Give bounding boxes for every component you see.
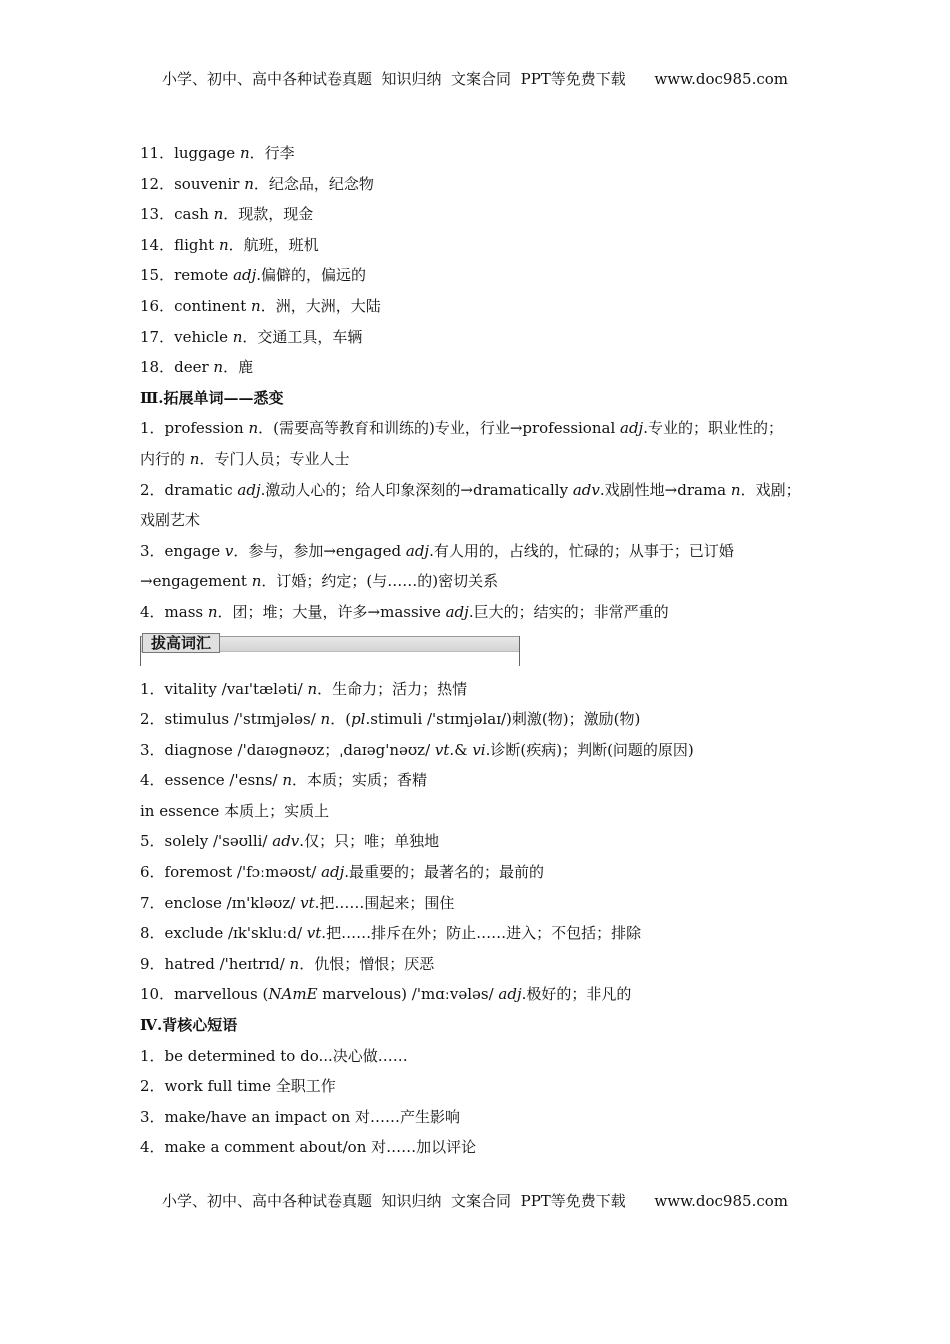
- word-item: 14．flight n．航班，班机: [140, 235, 319, 254]
- section-title-phrases: Ⅳ.背核心短语: [140, 1016, 238, 1035]
- vocab-item-10: 10．marvellous (NAmE marvelous) /'mɑːvələs/ adj.极好的；非凡的: [140, 985, 632, 1004]
- banner-right-rule: [519, 636, 520, 666]
- document-body: [140, 138, 820, 1163]
- word-list-basic: [140, 138, 820, 383]
- word-item: 16．continent n．洲，大洲，大陆: [140, 296, 381, 315]
- vocab-item-1: 1．vitality /vaɪ'tæləti/ n．生命力；活力；热情: [140, 679, 468, 698]
- vocab-item-4: 4．essence /'esns/ n．本质；实质；香精: [140, 771, 428, 790]
- expand-item-2-cont: 戏剧艺术: [140, 511, 201, 530]
- word-item: 17．vehicle n．交通工具，车辆: [140, 327, 363, 346]
- expand-item-4: 4．mass n．团；堆；大量，许多→massive adj.巨大的；结实的；非常严重的: [140, 602, 669, 621]
- vocab-item-7: 7．enclose /ɪn'kləʊz/ vt.把……围起来；围住: [140, 893, 455, 912]
- expand-item-3-cont: →engagement n．订婚；约定；(与……的)密切关系: [140, 572, 499, 591]
- vocab-item-2: 2．stimulus /'stɪmjələs/ n．(pl.stimuli /'stɪmjəlaɪ/)刺激(物)；激励(物): [140, 710, 641, 729]
- phrase-item: 3．make/have an impact on 对……产生影响: [140, 1107, 461, 1126]
- expand-item-1-cont: 内行的 n．专门人员；专业人士: [140, 449, 350, 468]
- vocab-item-8: 8．exclude /ɪk'skluːd/ vt.把……排斥在外；防止……进入；不包括；排除: [140, 924, 642, 943]
- expand-item-3: 3．engage v．参与，参加→engaged adj.有人用的，占线的，忙碌的；从事于；已订婚: [140, 541, 734, 560]
- page-footer: 小学、初中、高中各种试卷真题 知识归纳 文案合同 PPT等免费下载 www.doc985.com: [161, 1192, 788, 1210]
- word-item: 15．remote adj.偏僻的，偏远的: [140, 266, 367, 285]
- phrase-list: [140, 1041, 820, 1163]
- vocab-item-5: 5．solely /'səʊlli/ adv.仅；只；唯；单独地: [140, 832, 440, 851]
- word-item: 13．cash n．现款，现金: [140, 205, 314, 224]
- vocab-item-9: 9．hatred /'heɪtrɪd/ n．仇恨；憎恨；厌恶: [140, 954, 435, 973]
- vocab-item-3: 3．diagnose /'daɪəgnəʊz；ˌdaɪəg'nəʊz/ vt.& vi.诊断(疾病)；判断(问题的原因): [140, 740, 694, 759]
- vocab-item-6: 6．foremost /'fɔːməʊst/ adj.最重要的；最著名的；最前的: [140, 863, 545, 882]
- word-item: 11．luggage n．行李: [140, 144, 295, 162]
- word-item: 18．deer n．鹿: [140, 358, 254, 377]
- phrase-item: 1．be determined to do...决心做……: [140, 1046, 408, 1065]
- banner-label: 拔高词汇: [142, 633, 220, 653]
- banner-left-rule: [140, 636, 141, 666]
- vocab-item-4-phrase: in essence 本质上；实质上: [140, 801, 330, 820]
- phrase-item: 4．make a comment about/on 对……加以评论: [140, 1138, 477, 1157]
- expand-item-1: 1．profession n．(需要高等教育和训练的)专业，行业→professional adj.专业的；职业性的；: [140, 419, 783, 438]
- section-title-expand: Ⅲ.拓展单词——悉变: [140, 388, 284, 407]
- expand-item-2: 2．dramatic adj.激动人心的；给人印象深刻的→dramatically adv.戏剧性地→drama n．戏剧；: [140, 480, 801, 499]
- page-header: 小学、初中、高中各种试卷真题 知识归纳 文案合同 PPT等免费下载 www.doc985.com: [161, 70, 788, 88]
- word-item: 12．souvenir n．纪念品，纪念物: [140, 174, 374, 193]
- advanced-vocab-banner: [140, 632, 520, 666]
- phrase-item: 2．work full time 全职工作: [140, 1077, 336, 1096]
